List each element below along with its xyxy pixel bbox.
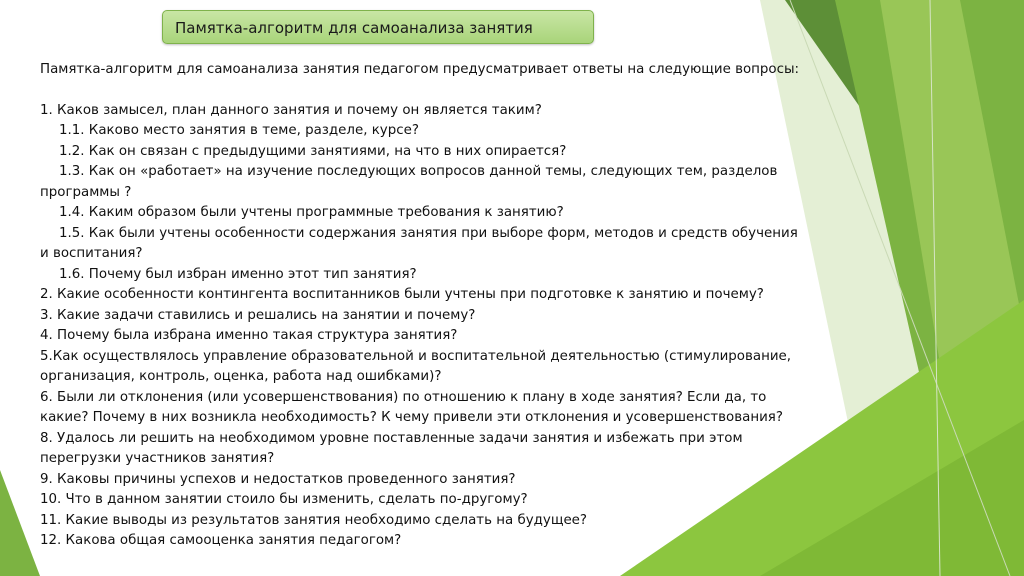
question-line: перегрузки участников занятия? <box>40 451 275 466</box>
question-line: 1.4. Каким образом были учтены программные требования к занятию? <box>59 205 564 220</box>
question-line: 8. Удалось ли решить на необходимом уровне поставленные задачи занятия и избежать при этом <box>40 430 743 446</box>
left-bottom-sliver <box>0 470 40 576</box>
question-line: 3. Какие задачи ставились и решались на занятии и почему? <box>40 307 476 323</box>
question-line: 1.6. Почему был избран именно этот тип занятия? <box>59 266 417 282</box>
title-box <box>162 10 594 44</box>
question-list <box>40 101 890 552</box>
question-line: какие? Почему в них возникла необходимость? К чему привели эти отклонения и усовершенствования? <box>40 410 783 425</box>
question-line: 5.Как осуществлялось управление образовательной и воспитательной деятельностью (стимулирование, <box>40 348 792 364</box>
question-line: 4. Почему была избрана именно такая структура занятия? <box>40 328 458 343</box>
question-line: 12. Какова общая самооценка занятия педагогом? <box>40 533 402 548</box>
spacer <box>40 81 890 101</box>
question-line: 1.1. Каково место занятия в теме, разделе, курсе? <box>59 123 419 138</box>
question-line: организация, контроль, оценка, работа над ошибками)? <box>40 369 442 384</box>
question-line: и воспитания? <box>40 246 143 261</box>
question-line: 1.2. Как он связан с предыдущими занятиями, на что в них опирается? <box>59 143 567 159</box>
intro-text: Памятка-алгоритм для самоанализа занятия педагогом предусматривает ответы на следующие вопросы: <box>40 62 800 77</box>
question-line: 10. Что в данном занятии стоило бы изменить, сделать по-другому? <box>40 492 528 507</box>
question-line: 2. Какие особенности контингента воспитанников были учтены при подготовке к занятию и почему? <box>40 287 764 302</box>
question-line: программы ? <box>40 184 132 200</box>
question-line: 1. Каков замысел, план данного занятия и почему он является таким? <box>40 102 542 118</box>
question-line: 6. Были ли отклонения (или усовершенствования) по отношению к плану в ходе занятия? Если да, то <box>40 389 767 405</box>
slide-title: Памятка-алгоритм для самоанализа занятия <box>175 19 533 37</box>
content-body <box>40 60 890 552</box>
question-line: 11. Какие выводы из результатов занятия необходимо сделать на будущее? <box>40 512 588 528</box>
question-line: 1.5. Как были учтены особенности содержания занятия при выборе форм, методов и средств обучения <box>59 225 798 241</box>
question-line: 1.3. Как он «работает» на изучение последующих вопросов данной темы, следующих тем, разделов <box>59 164 778 179</box>
question-line: 9. Каковы причины успехов и недостатков проведенного занятия? <box>40 471 516 487</box>
